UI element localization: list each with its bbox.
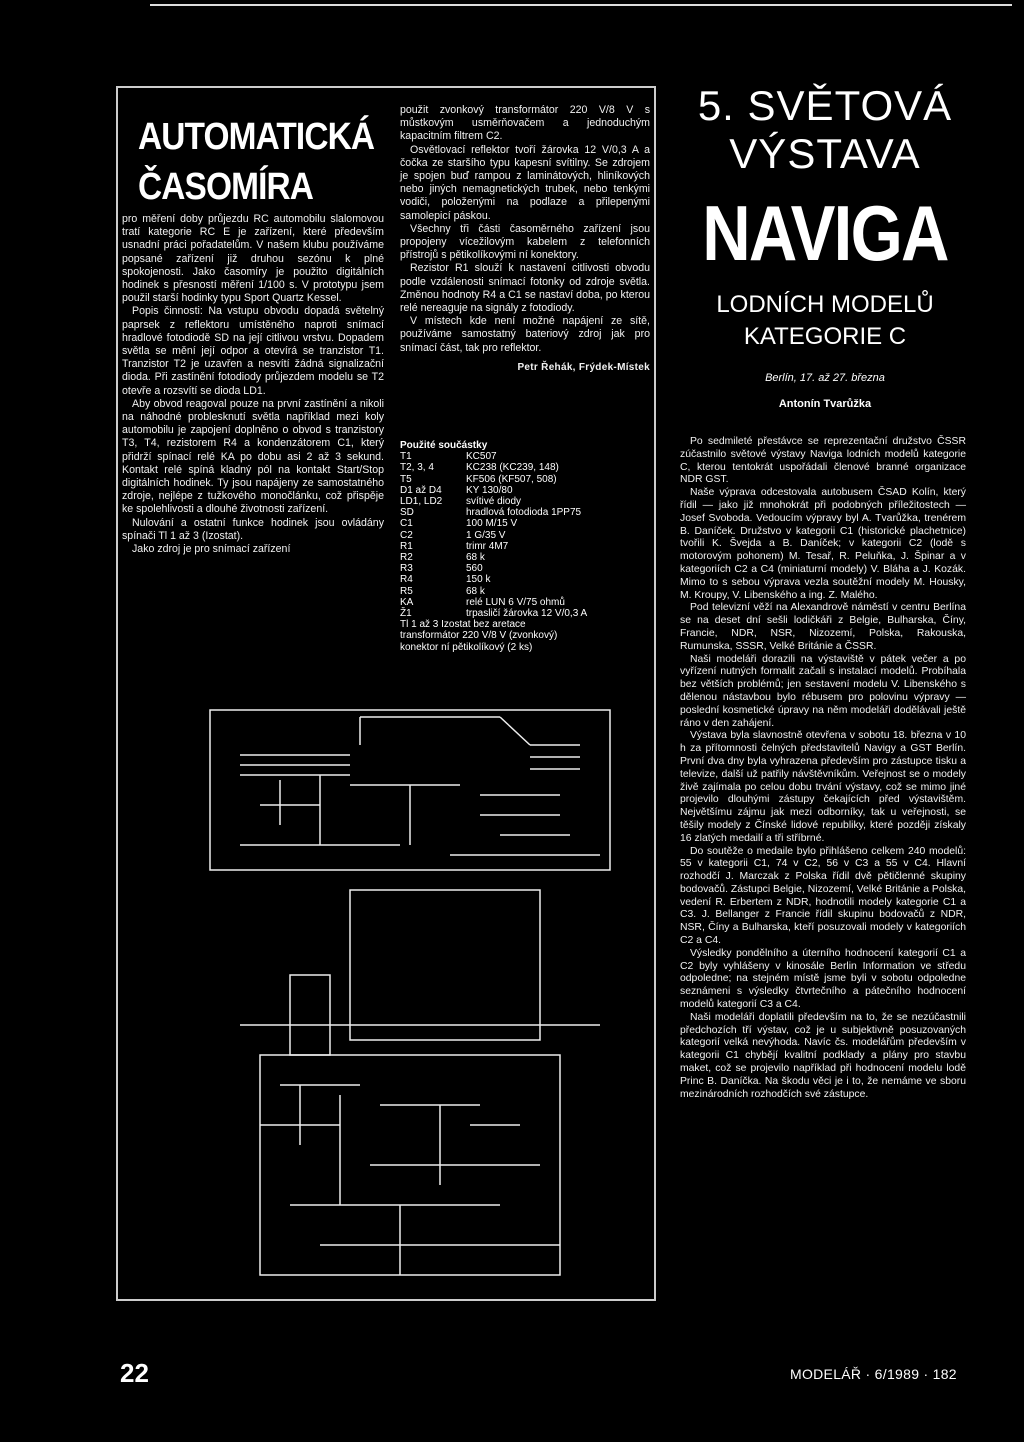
parts-row [400,586,655,597]
paragraph: Výsledky pondělního a úterního hodnocení kategorií C1 a C2 byly vyhlášeny v kinosále Berlin Information ve středu odpoledne; na stejném místě jsme byli v sobotu odpoledne seznámeni s výsledky čtvrtečního a pátečního hodnocení modelů kategorií C3 a C4. [680,947,966,1011]
paragraph: Jako zdroj je pro snímací zařízení [132,543,291,556]
parts-extra: konektor ní pětikolíkový (2 ks) [400,641,533,653]
part-desc: 100 M/15 V [466,518,518,530]
parts-row [400,485,655,496]
paragraph: Nulování a ostatní funkce hodinek jsou ovládány spínači Tl 1 až 3 (Izostat). [122,516,384,542]
parts-extra: Tl 1 až 3 Izostat bez aretace [400,619,526,631]
parts-row [400,541,655,552]
circuit-schematic [200,705,620,1305]
naviga-brand: NAVIGA [702,189,948,277]
parts-rows [400,451,655,619]
paragraph: pro měření doby průjezdu RC automobilu slalomovou tratí kategorie RC E je zařízení, které především usnadní práci pořadatelům. V našem klubu používáme popsané zařízení již druhou sezónu k plné spokojenosti. Jako časomíry je použito digitálních hodinek s přesností měření 1/100 s. V prototypu jsem použil starší hodinky typu Sport Quartz Kessel. [122,213,384,305]
parts-row [400,474,655,485]
paragraph: Naše výprava odcestovala autobusem ČSAD Kolín, který řídil — jako již mnohokrát při podobných příležitostech — Josef Svoboda. Vedoucím výpravy byl A. Tvarůžka, trenérem B. Daníček. Družstvo v kategorii C1 (historické plachetnice) tvořili K. Švejda a B. Daníček; v kategorii C2 (lodě s motorovým pohonem) M. Tesař, R. Peluňka, J. Špinar a v kategoriích C2 a C4 (miniaturní modely) V. Bláha a J. Kozák. Mimo to s sebou výprava vezla soutěžní modely M. Housky, M. Kroupy, V. Libenského a ing. Z. Malého. [680,487,966,601]
part-desc: svítivé diody [466,496,522,508]
parts-extra: transformátor 220 V/8 V (zvonkový) [400,630,558,642]
part-desc: KC507 [466,451,497,463]
part-desc: trimr 4M7 [466,540,509,552]
parts-row [400,563,655,574]
part-ref: KA [400,596,414,608]
paragraph: Všechny tři části časoměrného zařízení jsou propojeny vícežilovým kabelem z telefonních přístrojů s pětikolíkovými ní konektory. [400,222,650,262]
part-ref: C2 [400,529,413,541]
top-rule [150,4,1012,6]
part-ref: SD [400,507,414,519]
author-signature: Petr Řehák, Frýdek-Místek [517,361,650,373]
parts-row [400,597,655,608]
part-ref: R5 [400,585,413,597]
part-ref: Ž1 [400,608,412,620]
paragraph: Naši modeláři dorazili na výstaviště v pátek večer a po vyřízení nutných formalit začali s instalací modelů. Probíhala bez větších problémů; jen sestavení modelu V. Libenského s dělenou nástavbou bylo rébusem pro polovinu výpravy — poslední kosmetické úpravy na něm modeláři dodělávali ještě ráno v den zahájení. [680,653,966,729]
parts-list [400,440,655,653]
dateline: Berlín, 17. až 27. března [765,372,885,384]
subtitle-line-2: KATEGORIE C [743,323,907,350]
parts-row [400,496,655,507]
magazine-footer: MODELÁŘ · 6/1989 · 182 [790,1366,957,1382]
part-desc: 150 k [466,574,491,586]
part-desc: 1 G/35 V [466,529,506,541]
paragraph: Osvětlovací reflektor tvoří žárovka 12 V/0,3 A a čočka ze staršího typu kapesní svítilny. Se zdrojem je spojen buď rampou z laminátových, hliníkových nebo jiných nemagnetických trubek, nebo tenkými vodiči, položenými na podlaze a přilepenými samolepicí páskou. [400,143,650,222]
parts-row [400,518,655,529]
exhibition-heading: 5. SVĚTOVÁ [697,82,953,129]
parts-row [400,462,655,473]
paragraph: Popis činnosti: Na vstupu obvodu dopadá světelný paprsek z reflektoru umístěného naproti snímací hradlové fotodiodě SD na její citlivou vrstvu. Dopadem světla se mění její odpor a otevírá se tranzistor T1. Tranzistor T2 je uzavřen a nesvítí žádná signalizační dioda. Při zastínění fotodiody průjezdem modelu se T2 otevře a rozsvítí se dioda LD1. [122,305,384,397]
paragraph: Po sedmileté přestávce se reprezentační družstvo ČSSR zúčastnilo světové výstavy Naviga lodních modelů kategorie C, kterou tentokrát uspořádali členové branné organizace NDR GST. [680,436,966,486]
left-article-column [122,213,384,556]
part-ref: T5 [400,473,412,485]
part-desc: trpasličí žárovka 12 V/0,3 A [466,608,588,620]
part-ref: T2, 3, 4 [400,462,434,474]
subtitle-line-1: LODNÍCH MODELŮ [716,291,934,318]
part-ref: C1 [400,518,413,530]
right-article-column [680,436,966,1101]
part-desc: KY 130/80 [466,484,513,496]
part-desc: KF506 (KF507, 508) [466,473,557,485]
parts-row [400,574,655,585]
paragraph: Výstava byla slavnostně otevřena v sobotu 18. března v 10 h za přítomnosti čelných představitelů Navigy a GST Berlín. První dva dny byla vyhrazena především pro zástupce tisku a televize, další už patřily návštěvníkům. Veřejnost se o modely živě zajímala po celou dobu trvání výstavy, což se mimo jiné projevilo dlouhými zástupy čekajících před výstavištěm. Největšímu zájmu jak mezi odborníky, tak u veřejnosti, se těšily modely z Čínské lidové republiky, které později získaly 16 zlatých medailí a tři stříbrné. [680,730,966,844]
paragraph: Rezistor R1 slouží k nastavení citlivosti obvodu podle vzdálenosti snímací fotonky od zdroje světla. Změnou hodnoty R4 a C1 se nastaví doba, po kterou relé nereaguje na signály z fotodiody. [400,262,650,315]
parts-row [400,530,655,541]
part-ref: T1 [400,451,412,463]
part-desc: 68 k [466,585,485,597]
parts-row [400,552,655,563]
middle-article-column [400,104,650,374]
paragraph: Naši modeláři doplatili především na to, že se nezúčastnili předchozích tří výstav, což je u subjektivně posuzovaných kategorií velká nevýhoda. Navíc čs. modelářům především v kategorii C1 chybějí kvalitní podklady a plány pro stavbu maket, což se projevilo například při hodnocení modelu lodě Princ B. Daníčka. Na škodu věci je i to, že nemáme ve sboru mezinárodních rozhodčích své zástupce. [680,1011,966,1100]
paragraph: použit zvonkový transformátor 220 V/8 V s můstkovým usměrňovačem a jednoduchým kapacitním filtrem C2. [400,104,650,143]
paragraph: Pod televizní věží na Alexandrově náměstí v centru Berlína se na deset dní sešli lodičkáři z Belgie, Bulharska, Číny, Francie, NDR, NSR, Nizozemí, Polska, Rakouska, Rumunska, SSSR, Velké Británie a ČSSR. [680,602,966,652]
author-name: Antonín Tvarůžka [778,398,872,410]
paragraph: Aby obvod reagoval pouze na první zastínění a nikoli na náhodné problesknutí světla například mezi koly automobilu je zapojení doplněno o obvod s tranzistory T3, T4, rezistorem R4 a kondenzátorem C1, který přidrží spínací relé KA po dobu asi 2 až 3 sekund. Kontakt relé spíná kladný pól na kontakt Start/Stop digitálních hodinek. Ty jsou napájeny ze samostatného zdroje, nejlépe z tužkového monočlánku, což přispěje ke spolehlivosti a dlouhé životnosti zařízení. [122,397,384,516]
part-desc: 68 k [466,552,485,564]
part-ref: R2 [400,552,413,564]
paragraph: Do soutěže o medaile bylo přihlášeno celkem 240 modelů: 55 v kategorii C1, 74 v C2, 56 v C3 a 55 v C4. Hlavní rozhodčí J. Marczak z Polska řídil dvě pětičlenné skupiny bodovačů. Zástupci Belgie, Nizozemí, Velké Británie a Polska, vedení R. Erbertem z NDR, hodnotili modely kategorie C1 a C3. J. Bellanger z Francie řídil skupinu bodovačů z NDR, NSR, Číny a Bulharska, kteří posuzovali modely v kategoriích C2 a C4. [680,845,966,947]
part-desc: 560 [466,563,483,575]
parts-heading: Použité součástky [400,440,488,451]
title-line-1: AUTOMATICKÁ [138,116,375,158]
article-title [138,112,375,212]
part-ref: R1 [400,540,413,552]
part-ref: D1 až D4 [400,484,442,496]
exhibition-heading-2: VÝSTAVA [729,130,921,177]
part-desc: relé LUN 6 V/75 ohmů [466,596,565,608]
part-ref: R4 [400,574,413,586]
parts-row [400,507,655,518]
part-desc: KC238 (KC239, 148) [466,462,559,474]
parts-row [400,451,655,462]
part-desc: hradlová fotodioda 1PP75 [466,507,582,519]
page-number: 22 [120,1358,149,1388]
title-line-2: ČASOMÍRA [138,166,314,208]
parts-row [400,608,655,619]
paragraph: V místech kde není možné napájení ze sítě, používáme samostatný bateriový zdroj jak pro snímací část, tak pro reflektor. [400,315,650,354]
part-ref: LD1, LD2 [400,496,443,508]
part-ref: R3 [400,563,413,575]
